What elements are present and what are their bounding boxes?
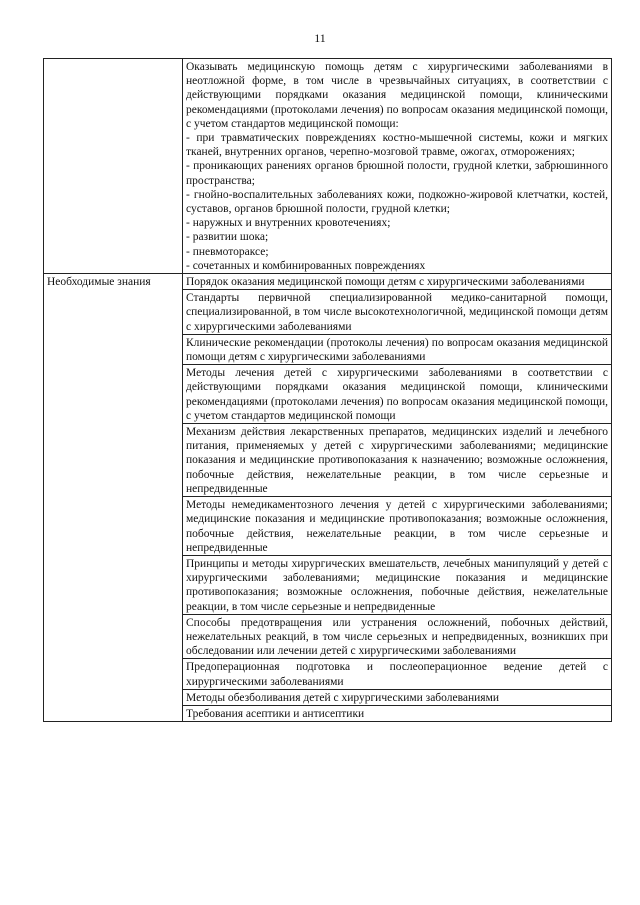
knowledge-item: Принципы и методы хирургических вмешательств, лечебных манипуляций у детей с хирургическими заболеваниями; медицинские показания и медицинские противопоказания; возможные осложнения, побочные действия, нежелательные реакции, в том числе серьезные и непредвиденные <box>183 555 612 614</box>
row-content-cell <box>183 59 612 274</box>
knowledge-item: Клинические рекомендации (протоколы лечения) по вопросам оказания медицинской помощи детям с хирургическими заболеваниями <box>183 334 612 364</box>
list-item: - развитии шока; <box>186 231 269 244</box>
competency-table <box>43 58 612 722</box>
knowledge-label: Необходимые знания <box>44 274 183 722</box>
page-number: 11 <box>314 31 326 45</box>
table-row <box>44 59 612 274</box>
knowledge-item: Предоперационная подготовка и послеоперационное ведение детей с хирургическими заболеваниями <box>183 659 612 689</box>
list-item: - наружных и внутренних кровотечениях; <box>186 217 391 230</box>
knowledge-item: Механизм действия лекарственных препаратов, медицинских изделий и лечебного питания, применяемых у детей с хирургическими заболеваниями; медицинские показания и медицинские противопоказания к назначению; возможные осложнения, побочные действия, нежелательные реакции, в том числе серьезные и непредвиденные <box>183 424 612 497</box>
list-item: - гнойно-воспалительных заболеваниях кожи, подкожно-жировой клетчатки, костей, суставов, органов брюшной полости, грудной клетки; <box>186 188 608 216</box>
knowledge-item: Методы обезболивания детей с хирургическими заболеваниями <box>183 689 612 705</box>
knowledge-item: Порядок оказания медицинской помощи детям с хирургическими заболеваниями <box>183 274 612 290</box>
knowledge-item: Способы предотвращения или устранения осложнений, побочных действий, нежелательных реакций, в том числе серьезных и непредвиденных, возникших при обследовании или лечении детей с хирургическими заболеваниями <box>183 614 612 659</box>
knowledge-item: Требования асептики и антисептики <box>183 705 612 721</box>
action-intro: Оказывать медицинскую помощь детям с хирургическими заболеваниями в неотложной форме, в том числе в чрезвычайных ситуациях, в соответствии с действующими порядками оказания медицинской помощи, клиническими рекомендациями (протоколами лечения) по вопросам оказания медицинской помощи, с учетом стандартов медицинской помощи: <box>186 61 608 130</box>
list-item: - проникающих ранениях органов брюшной полости, грудной клетки, забрюшинного пространства; <box>186 160 608 187</box>
knowledge-item: Стандарты первичной специализированной медико-санитарной помощи, специализированной, в том числе высокотехнологичной, медицинской помощи детям с хирургическими заболеваниями <box>183 290 612 335</box>
list-item: - сочетанных и комбинированных повреждениях <box>186 259 426 272</box>
table-row <box>44 274 612 290</box>
list-item: - при травматических повреждениях костно-мышечной системы, кожи и мягких тканей, внутренних органов, черепно-мозговой травме, ожогах, отморожениях; <box>186 132 608 159</box>
list-item: - пневмотораксе; <box>186 245 269 258</box>
knowledge-item: Методы немедикаментозного лечения у детей с хирургическими заболеваниями; медицинские показания и медицинские противопоказания; возможные осложнения, побочные действия, нежелательные реакции, в том числе серьезные и непредвиденные <box>183 497 612 556</box>
knowledge-item: Методы лечения детей с хирургическими заболеваниями в соответствии с действующими порядками оказания медицинской помощи, клиническими рекомендациями (протоколами лечения) по вопросам оказания медицинской помощи, с учетом стандартов медицинской помощи <box>183 365 612 424</box>
row-label-cell <box>44 59 183 274</box>
